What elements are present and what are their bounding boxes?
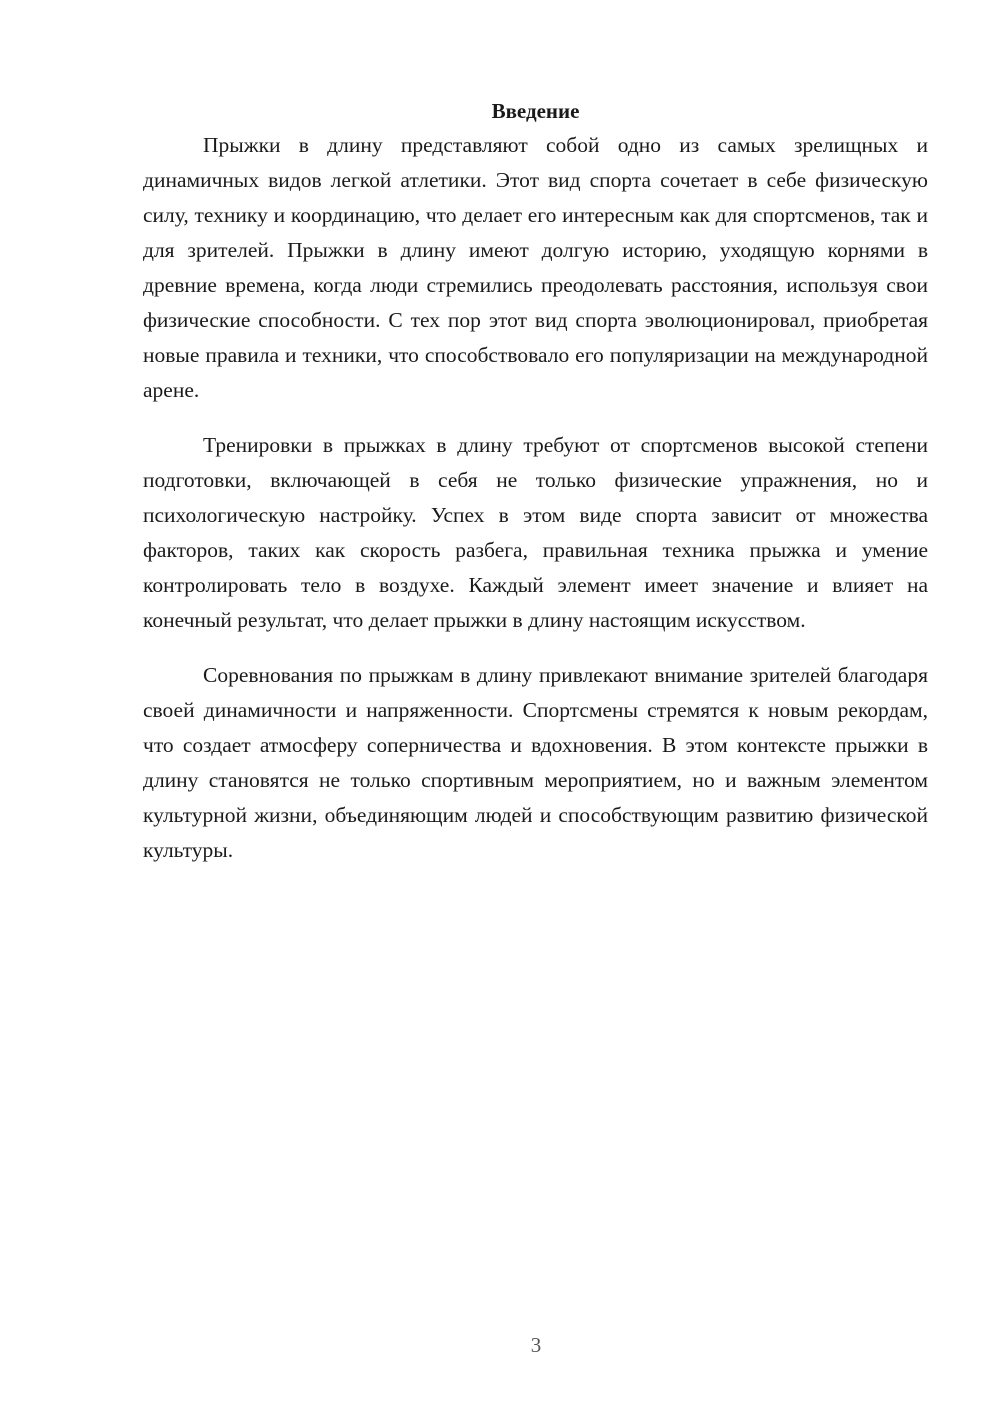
paragraph-2: Тренировки в прыжках в длину требуют от спортсменов высокой степени подготовки, включающей в себя не только физические упражнения, но и психологическую настройку. Успех в этом виде спорта зависит от множества факторов, таких как скорость разбега, правильная техника прыжка и умение контролировать тело в воздухе. Каждый элемент имеет значение и влияет на конечный результат, что делает прыжки в длину настоящим искусством. [143,433,928,632]
section-heading: Введение [491,99,580,123]
page-number: 3 [530,1333,542,1357]
page-content [143,96,928,868]
paragraph-1: Прыжки в длину представляют собой одно из самых зрелищных и динамичных видов легкой атлетики. Этот вид спорта сочетает в себе физическую силу, технику и координацию, что делает его интересным как для спортсменов, так и для зрителей. Прыжки в длину имеют долгую историю, уходящую корнями в древние времена, когда люди стремились преодолевать расстояния, используя свои физические способности. С тех пор этот вид спорта эволюционировал, приобретая новые правила и техники, что способствовало его популяризации на международной арене. [143,133,928,402]
paragraph-3: Соревнования по прыжкам в длину привлекают внимание зрителей благодаря своей динамичности и напряженности. Спортсмены стремятся к новым рекордам, что создает атмосферу соперничества и вдохновения. В этом контексте прыжки в длину становятся не только спортивным мероприятием, но и важным элементом культурной жизни, объединяющим людей и способствующим развитию физической культуры. [143,663,928,862]
